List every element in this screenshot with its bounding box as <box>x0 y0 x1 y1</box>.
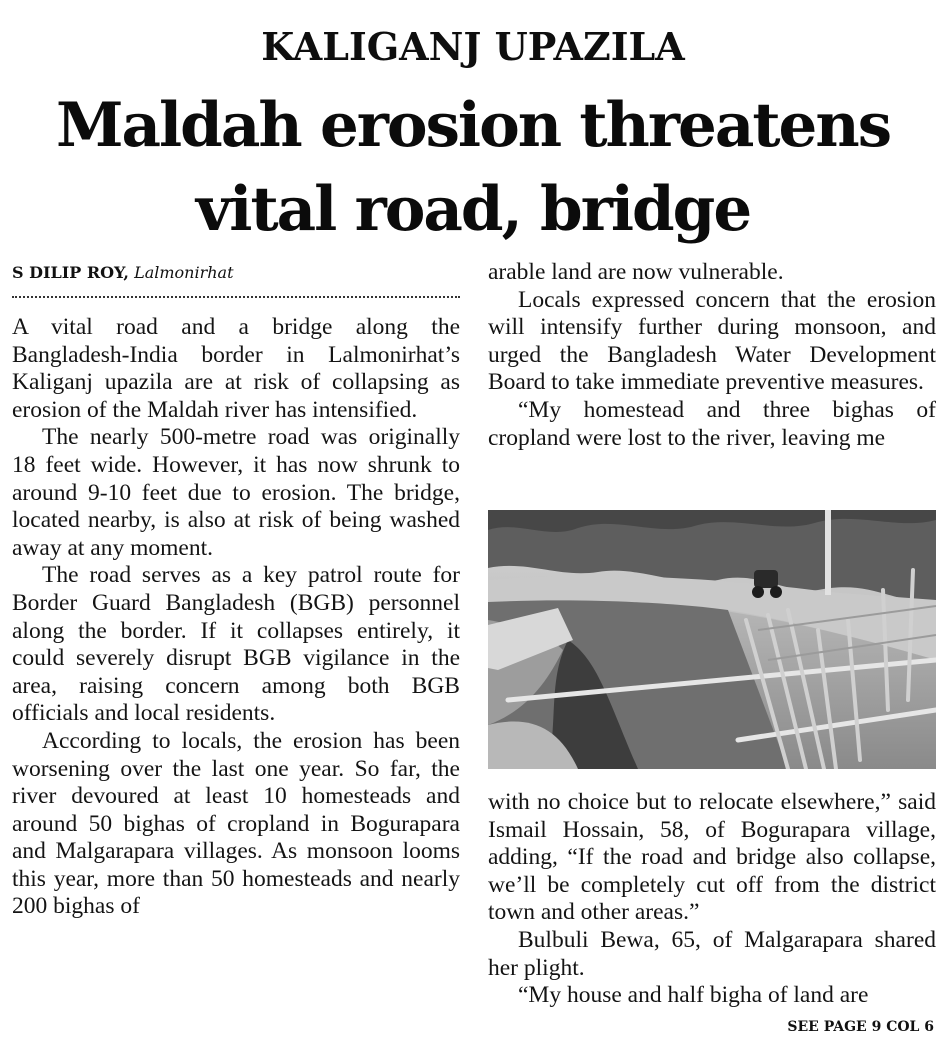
headline-line-1: Maldah erosion threatens <box>55 90 891 161</box>
body-paragraph: Bulbuli Bewa, 65, of Malgarapara shared her plight. <box>488 926 936 981</box>
body-paragraph: The nearly 500-metre road was originally 18 feet wide. However, it has now shrunk to around 9-10 feet due to erosion. The bridge, located nearby, is also at risk of being washed away at any moment. <box>12 424 460 561</box>
body-column-2-top <box>488 259 936 489</box>
body-paragraph: arable land are now vulnerable. <box>488 259 784 285</box>
byline-author: S DILIP ROY, <box>12 263 129 282</box>
body-paragraph: A vital road and a bridge along the Bangladesh-India border in Lalmonirhat’s Kaliganj upazila are at risk of collapsing as erosion of the Maldah river has intensified. <box>12 314 460 423</box>
body-paragraph: “My house and half bigha of land are <box>518 982 869 1009</box>
body-paragraph: “My homestead and three bighas of cropland were lost to the river, leaving me <box>488 396 936 451</box>
body-paragraph: The road serves as a key patrol route for Border Guard Bangladesh (BGB) personnel along the border. If it collapses entirely, it could severely disrupt BGB vigilance in the area, raising concern among both BGB officials and local residents. <box>12 562 460 727</box>
headline-line-2: vital road, bridge <box>195 174 751 245</box>
continued-on-link[interactable]: SEE PAGE 9 COL 6 <box>787 1019 934 1035</box>
body-paragraph: According to locals, the erosion has been worsening over the last one year. So far, the river devoured at least 10 homesteads and around 50 bighas of cropland in Bogurapara and Malgarapara villages. As monsoon looms this year, more than 50 homesteads and nearly 200 bighas of <box>12 727 460 920</box>
erosion-photo <box>488 510 936 769</box>
body-paragraph: Locals expressed concern that the erosion will intensify further during monsoon, and urged the Bangladesh Water Development Board to take immediate preventive measures. <box>488 286 936 396</box>
byline-divider <box>12 296 460 298</box>
section-kicker: KALIGANJ UPAZILA <box>261 24 685 69</box>
body-column-2-bottom <box>488 789 936 1011</box>
byline <box>12 262 460 284</box>
byline-location: Lalmonirhat <box>134 263 234 282</box>
headline <box>0 84 946 252</box>
body-column-1 <box>12 314 460 1039</box>
body-paragraph: with no choice but to relocate elsewhere,” said Ismail Hossain, 58, of Bogurapara village, adding, “If the road and bridge also collapse, we’ll be completely cut off from the district town and other areas.” <box>488 789 936 926</box>
